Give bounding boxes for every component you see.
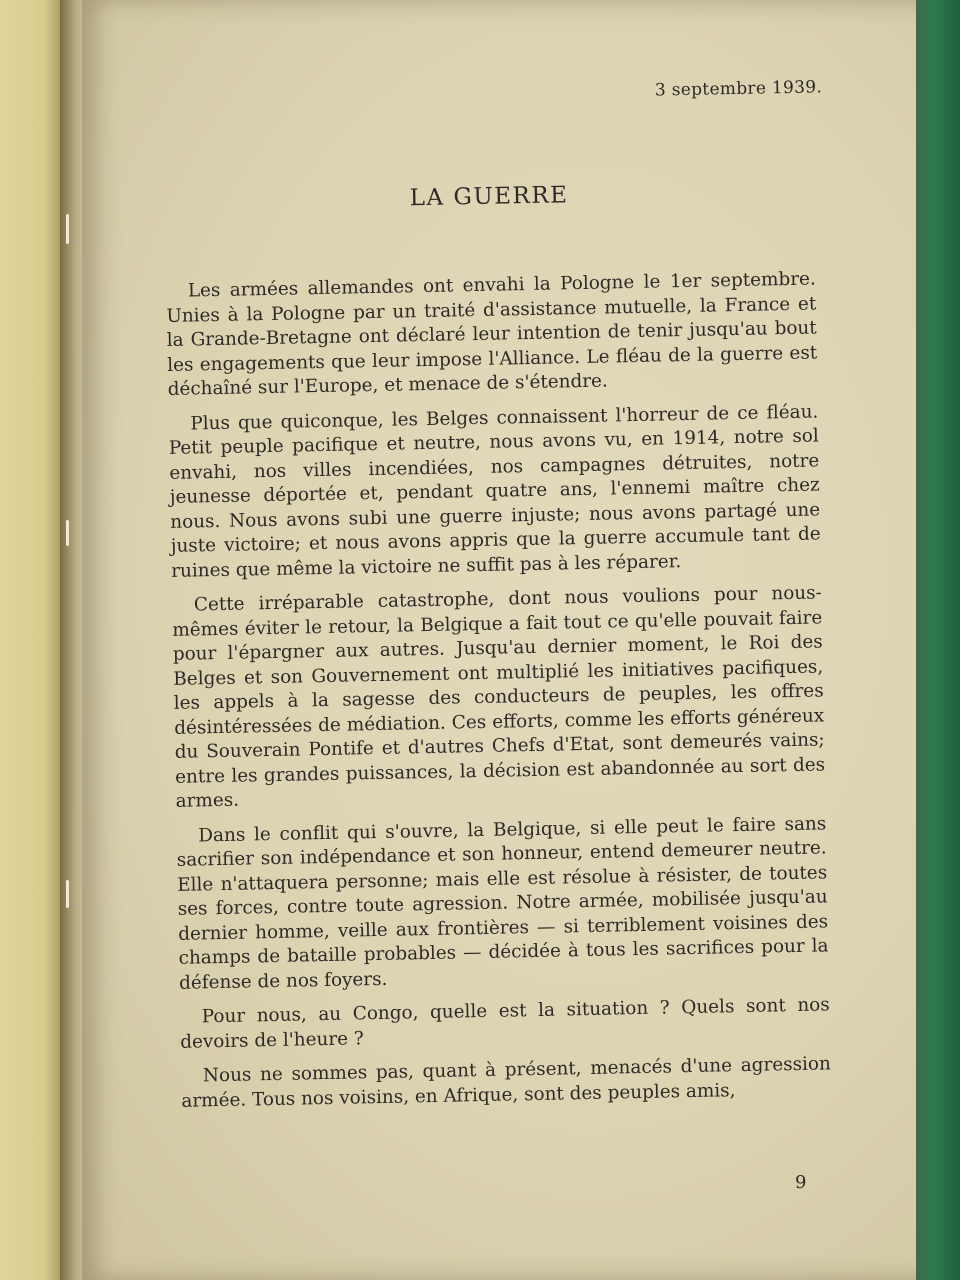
paragraph: Les armées allemandes ont envahi la Pologne le 1er septembre. Unies à la Pologne par un traité d'assistance mutuelle, la France et la Grande-Bretagne ont déclaré leur intention de tenir jusqu'au bout les engagements que leur impose l'Alliance. Le fléau de la guerre est déchaîné sur l'Europe, et menace de s'étendre. [166,268,818,400]
facing-page-edge [0,0,64,1280]
document-date: 3 septembre 1939. [654,77,823,101]
binding-stitch [66,880,69,908]
paragraph: Cette irréparable catastrophe, dont nous voulions pour nous-mêmes éviter le retour, la Belgique a fait tout ce qu'elle pouvait faire pour l'épargner aux autres. Jusqu'au dernier moment, le Roi des Belges et son Gouvernement ont multiplié les initiatives pacifiques, les appels à la sagesse des conducteurs de peuples, les offres désintéressées de médiation. Ces efforts, comme les efforts généreux du Souverain Pontife et d'autres Chefs d'Etat, sont demeurés vains; entre les grandes puissances, la décision est abandonnée au sort des armes. [172,582,826,812]
binding-stitch [66,520,69,546]
paragraph: Plus que quiconque, les Belges connaissent l'horreur de ce fléau. Petit peuple pacifique et neutre, nous avons vu, en 1914, notre sol envahi, nos villes incendiées, nos campagnes détruites, notre jeunesse déportée et, pendant quatre ans, l'ennemi maître chez nous. Nous avons subi une guerre injuste; nous avons partagé une juste victoire; et nous avons appris que la guerre accumule tant de ruines que même la victoire ne suffit pas à les réparer. [168,400,821,582]
binding-stitch [66,214,69,244]
paragraph: Pour nous, au Congo, quelle est la situation ? Quels sont nos devoirs de l'heure ? [180,994,830,1053]
paragraph: Nous ne sommes pas, quant à présent, menacés d'une agression armée. Tous nos voisins, en Afrique, sont des peuples amis, [181,1053,832,1112]
green-background-surface [916,0,960,1280]
page-text-block [162,78,832,1124]
page-number: 9 [795,1172,807,1193]
book-gutter [60,0,82,1280]
page-title: LA GUERRE [409,182,569,212]
paragraph: Dans le conflit qui s'ouvre, la Belgique, si elle peut le faire sans sacrifier son indépendance et son honneur, entend demeurer neutre. Elle n'attaquera personne; mais elle est résolue à résister, de toutes ses forces, contre toute agression. Notre armée, mobilisée jusqu'au dernier homme, veille aux frontières — si terriblement voisines des champs de bataille probables — décidée à tous les sacrifices pour la défense de nos foyers. [176,812,829,994]
